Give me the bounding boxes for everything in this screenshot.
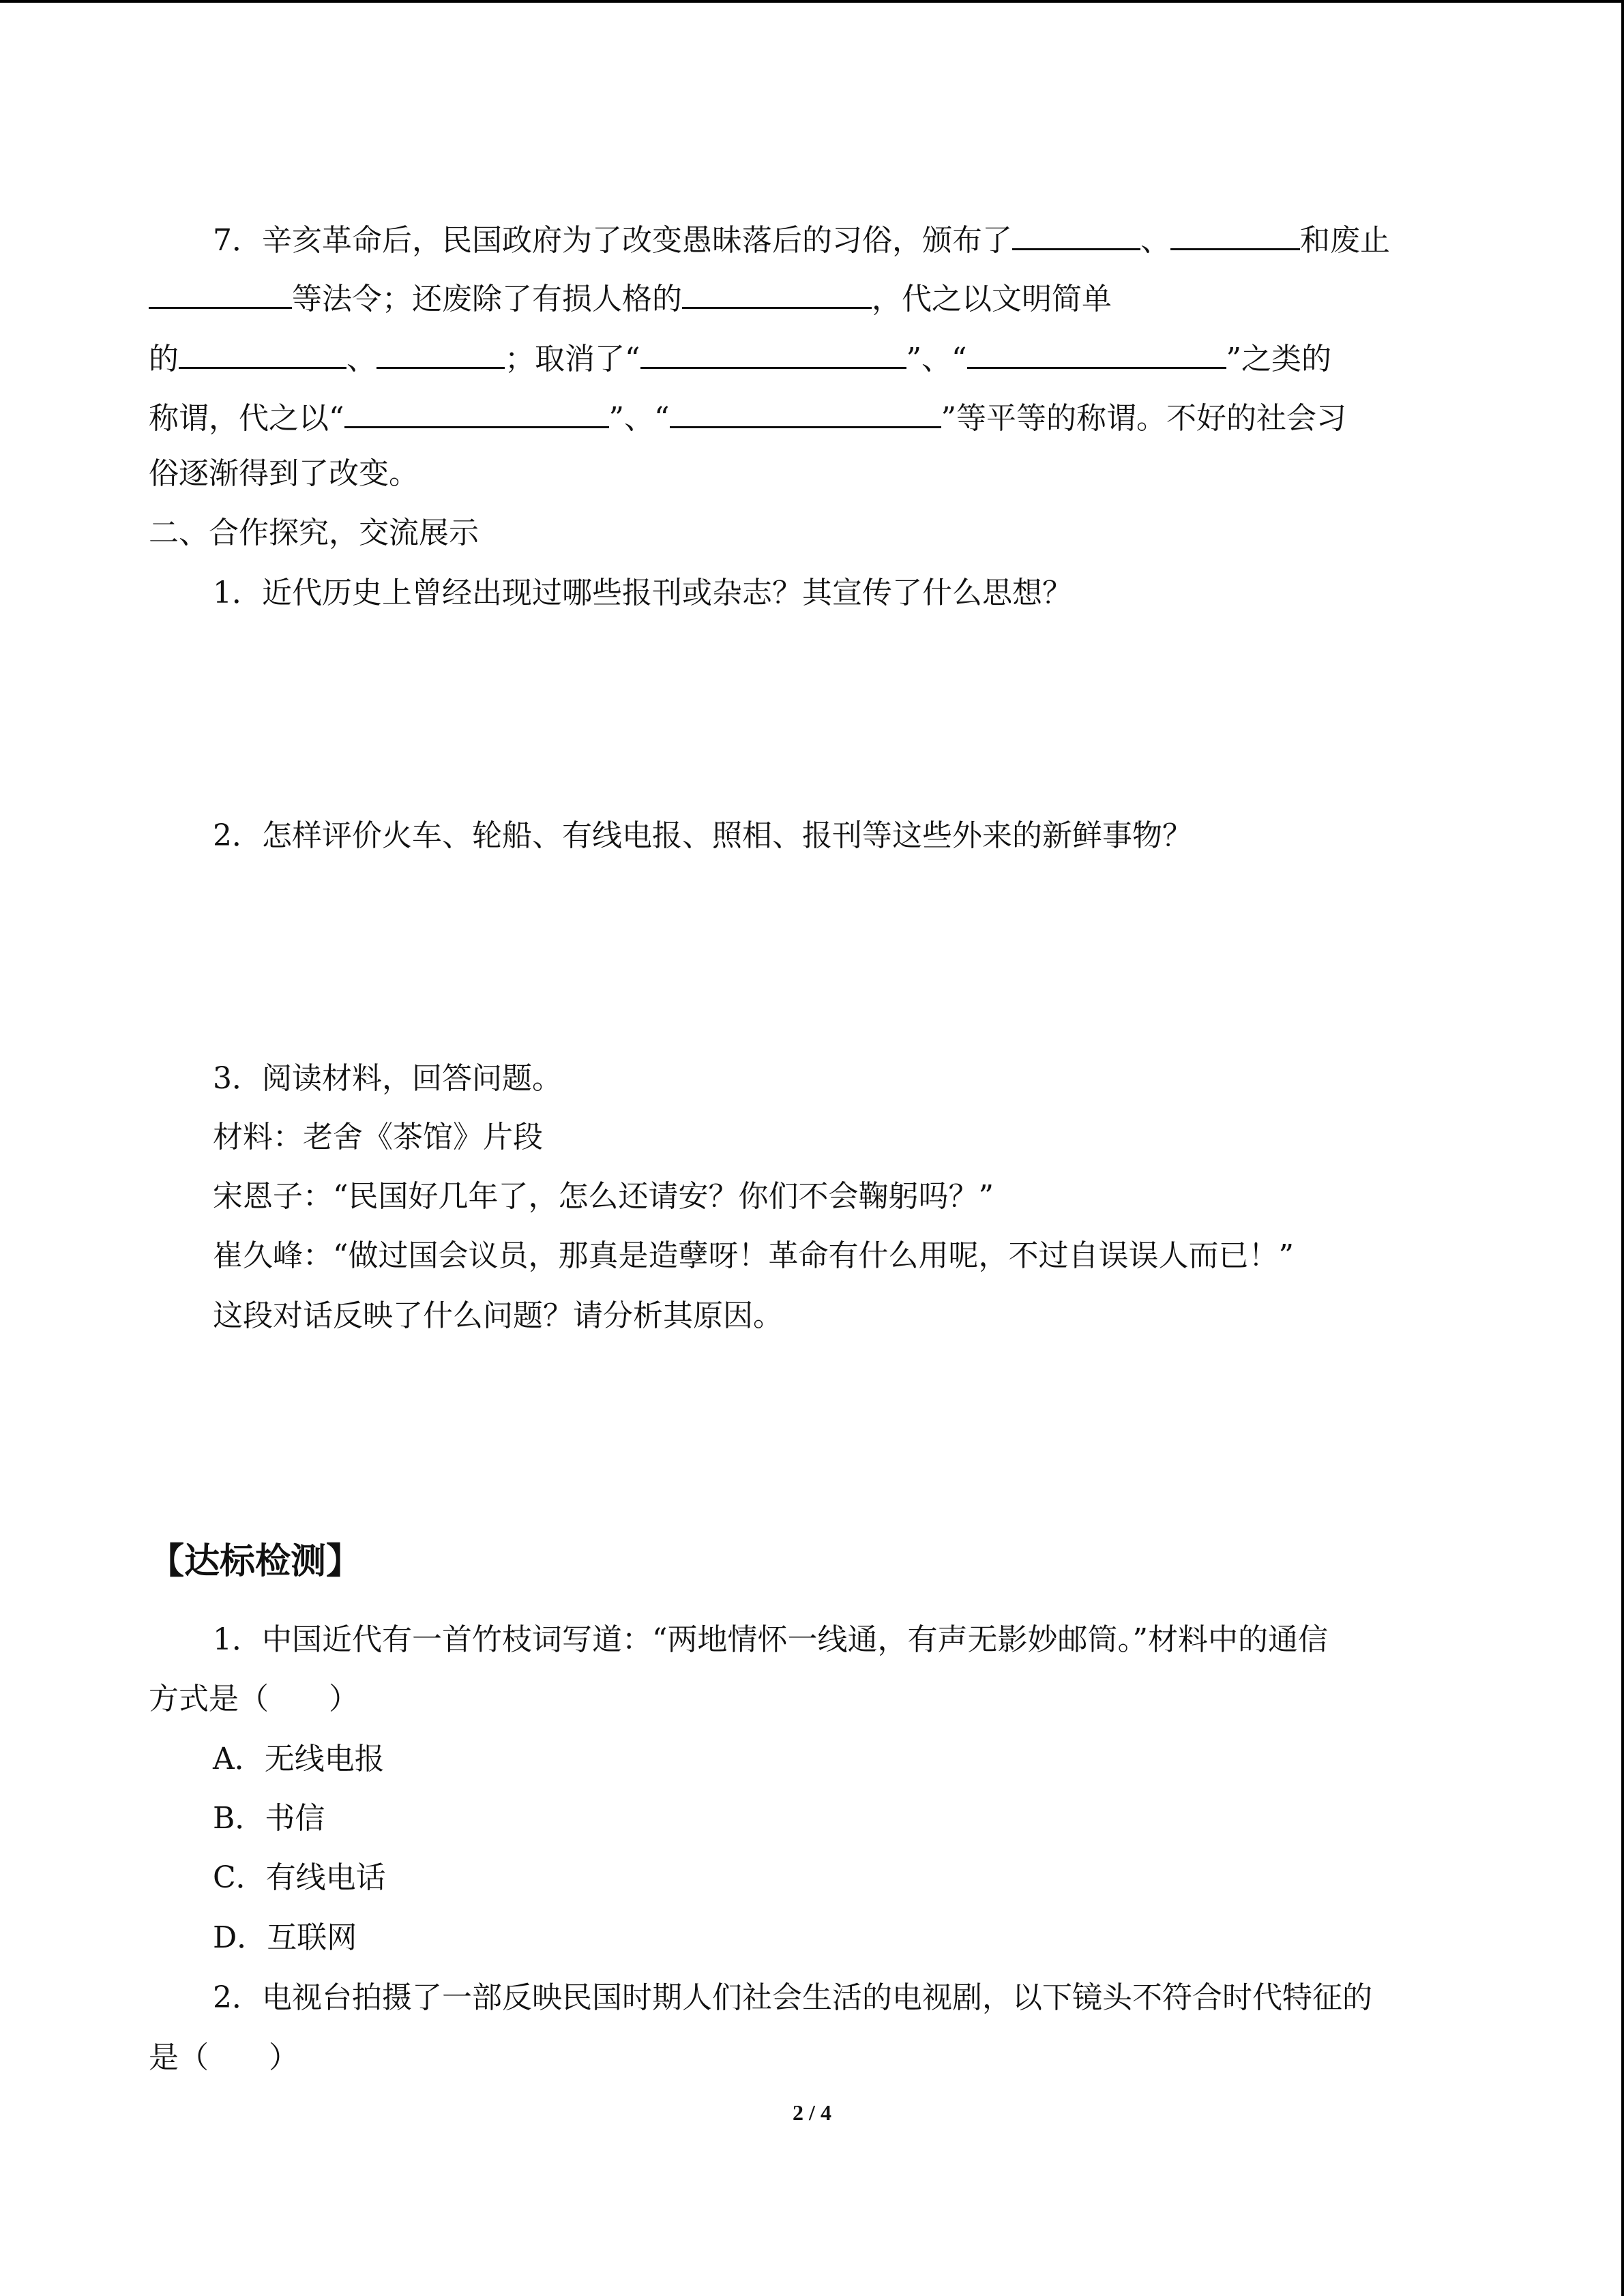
section-2-question-2: 2．怎样评价火车、轮船、有线电报、照相、报刊等这些外来的新鲜事物？ — [213, 818, 1192, 853]
q7-text: 称谓，代之以“ — [149, 401, 344, 436]
option-a[interactable]: A．无线电报 — [213, 1742, 385, 1776]
q7-line-2 — [149, 274, 1112, 315]
blank[interactable] — [344, 393, 609, 428]
blank[interactable] — [1170, 215, 1300, 250]
page-right-border — [1621, 0, 1624, 2296]
blank[interactable] — [967, 334, 1226, 369]
q7-line-4 — [149, 393, 1346, 434]
blank[interactable] — [149, 274, 292, 309]
material-question: 这段对话反映了什么问题？请分析其原因。 — [213, 1298, 783, 1333]
material-quote-1: 宋恩子：“民国好几年了，怎么还请安？你们不会鞠躬吗？” — [213, 1179, 994, 1214]
option-d[interactable]: D．互联网 — [213, 1920, 357, 1955]
page-top-border — [0, 0, 1624, 3]
blank[interactable] — [377, 334, 505, 369]
q7-text: ”等平等的称谓。不好的社会习 — [941, 401, 1346, 436]
q7-line-3 — [149, 334, 1331, 375]
q7-line-1 — [213, 215, 1390, 256]
section-2-question-3: 3．阅读材料，回答问题。 — [213, 1061, 562, 1096]
blank[interactable] — [682, 274, 872, 309]
q7-text: 等法令；还废除了有损人格的 — [292, 282, 682, 316]
q7-separator: 、 — [346, 342, 377, 376]
page-number: 2 / 4 — [793, 2100, 831, 2125]
section-2-question-1: 1．近代历史上曾经出现过哪些报刊或杂志？其宣传了什么思想？ — [213, 576, 1072, 610]
q7-text: ，代之以文明简单 — [872, 282, 1112, 316]
material-title: 材料：老舍《茶馆》片段 — [213, 1120, 543, 1154]
q7-text: 和废止 — [1300, 223, 1390, 258]
test-question-2-cont: 是（ ） — [149, 2040, 299, 2075]
q7-text: ”、“ — [608, 401, 670, 436]
material-quote-2: 崔久峰：“做过国会议员，那真是造孽呀！革命有什么用呢，不过自误误人而已！” — [213, 1238, 1294, 1273]
q7-separator: 、 — [1140, 223, 1170, 258]
test-question-2: 2．电视台拍摄了一部反映民国时期人们社会生活的电视剧，以下镜头不符合时代特征的 — [213, 1980, 1372, 2015]
blank[interactable] — [1012, 215, 1140, 250]
q7-text: ”之类的 — [1226, 342, 1331, 376]
blank[interactable] — [670, 393, 941, 428]
blank[interactable] — [640, 334, 906, 369]
test-question-1-cont: 方式是（ ） — [149, 1682, 359, 1716]
q7-text: 7．辛亥革命后，民国政府为了改变愚昧落后的习俗，颁布了 — [213, 223, 1012, 258]
option-c[interactable]: C．有线电话 — [213, 1860, 386, 1895]
option-b[interactable]: B．书信 — [213, 1801, 325, 1836]
q7-text: ；取消了“ — [505, 342, 640, 376]
section-2-title: 二、合作探究，交流展示 — [149, 516, 479, 550]
q7-text: ”、“ — [906, 342, 967, 376]
blank[interactable] — [179, 334, 346, 369]
test-question-1: 1．中国近代有一首竹枝词写道：“两地情怀一线通，有声无影妙邮筒。”材料中的通信 — [213, 1622, 1328, 1657]
section-heading: 【达标检测】 — [149, 1541, 362, 1582]
q7-text: 的 — [149, 342, 179, 376]
q7-line-5: 俗逐渐得到了改变。 — [149, 456, 419, 491]
